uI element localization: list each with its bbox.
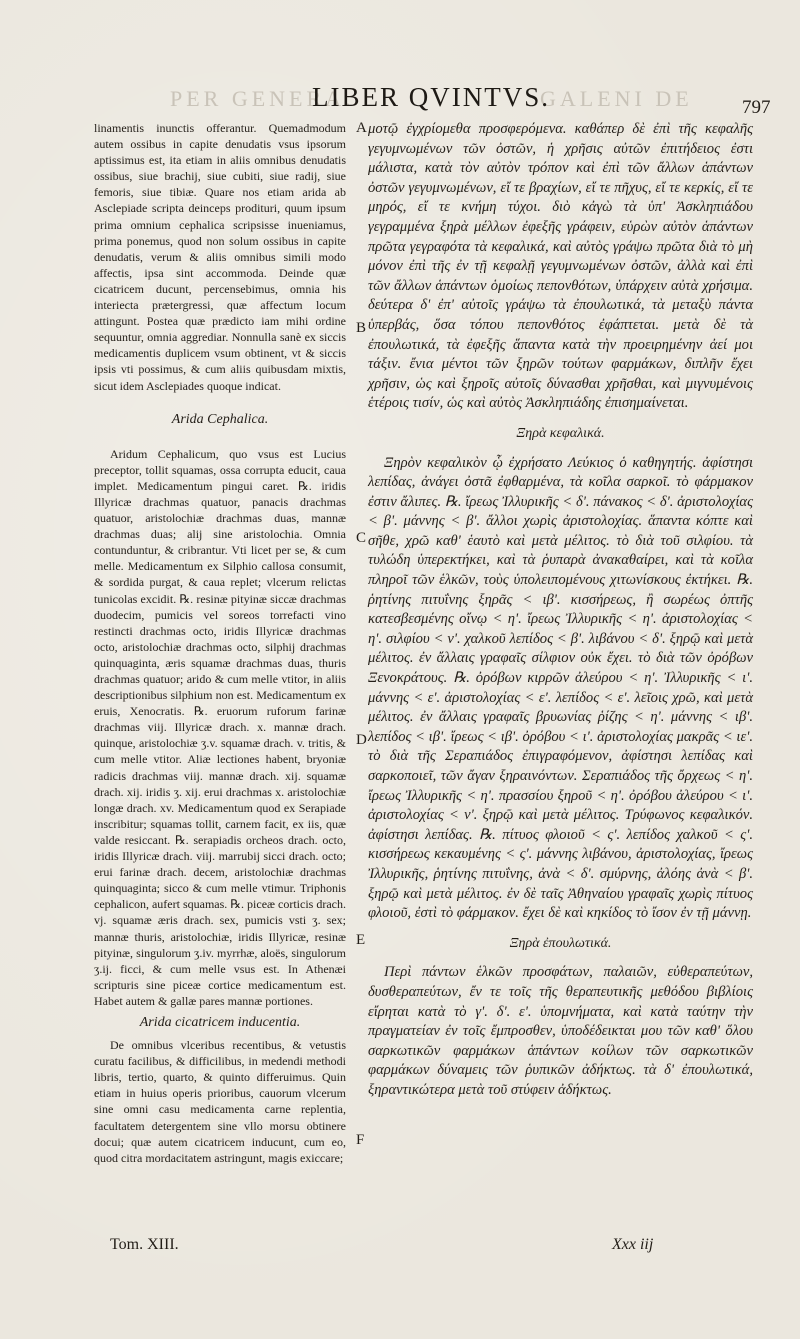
- volume-signature: Tom. XIII.: [110, 1236, 179, 1253]
- margin-letter-c: C: [356, 530, 367, 546]
- latin-paragraph-cicatrices: De omnibus vlceribus recentibus, & vetustis curatu facilibus, & difficilibus, in medendi methodi libris, tertio, quarto, & quinto differuimus. Quin etiam in huius operis prioribus, cauorum vlcerum sine omni casu medicamenta carne replentia, facultatem detergentem sine vllo morsu obtinere docui; quæ autem cicatricem inducunt, cum eo, quod citra mordacitatem astringunt, magis exiccare;: [94, 1038, 346, 1165]
- running-head: LIBER QVINTVS.: [312, 82, 550, 112]
- greek-section-heading: Ξηρὰ κεφαλικά.: [516, 425, 605, 441]
- greek-section-heading: Ξηρὰ ἐπουλωτικά.: [509, 935, 612, 951]
- latin-paragraph-intro: linamentis inunctis offerantur. Quemadmodum autem ossibus in capite denudatis vsus ipsorum aptissimus est, ita etiam in aliis omnibus denudatis ossibus, siue brachij, siue cubiti, siue radij, siue femoris, siue tibiæ. Quare nos etiam arida ab Asclepiade scripta deinceps prodituri, quum ipsum prima omnium cephalica scripsisse inueniamus, prima ponemus, quod non solum ossibus in capite denudatis, verum & aliis omnibus simili modo affectis, ipsa sint accommoda. Deinde quæ cicatricem ducunt, percensebimus, omnia his interiecta prætergressi, quæ affectum locum attingunt. Postea quæ prædicto iam mihi ordine sequuntur, omnia aggrediar. Nonnulla sanè ex siccis medicamentis duplicem vsum obtinent, vt & siccis ipsis vti possimus, & cum aliis quibusdam mixtis, sicut idem Asclepiades quoque indicat.: [94, 121, 346, 393]
- latin-section-heading: Arida cicatricem inducentia.: [139, 1014, 301, 1030]
- latin-column: [94, 120, 346, 1166]
- latin-section-heading: Arida Cephalica.: [171, 411, 269, 427]
- margin-letter-b: B: [356, 320, 367, 336]
- margin-letter-e: E: [356, 932, 366, 948]
- greek-paragraph-epulotica: Περὶ πάντων ἑλκῶν προσφάτων, παλαιῶν, εὐθεραπεύτων, δυσθεραπεύτων, ἔν τε τοῖς τῆς θεραπευτικῆς μεθόδου βιβλίοις εἴρηται κατὰ τὸ γ'. δ'. ε'. ὑπομνήματα, καὶ κατὰ ταύτην τὴν πραγματείαν ἐν τοῖς ἔμπροσθεν, ὑποδέδεικται μου τῶν καθ' ὅλου σαρκωτικῶν φαρμάκων ἁπάντων κοίλων τῶν σαρκωτικῶν φαρμάκων δύναμεις τῶν ῥυπικῶν ἀδήκτως. τὰ δ' ἐπουλωτικά, ξηραντικώτερα μετὰ τοῦ στύφειν ἀδήκτως.: [368, 964, 753, 1098]
- page-number: 797: [742, 97, 771, 118]
- margin-letter-a: A: [356, 120, 367, 136]
- margin-letter-f: F: [356, 1132, 365, 1148]
- gathering-signature: Xxx iij: [612, 1236, 654, 1253]
- bleed-through-left: PER GENERA.: [170, 86, 355, 111]
- greek-paragraph-recipes: Ξηρὸν κεφαλικὸν ᾧ ἐχρήσατο Λεύκιος ὁ καθηγητής. ἀφίστησι λεπίδας, ἀνάγει ὀστᾶ ἐφθαρμένα, τὰ κοῖλα σαρκοῖ. τὸ φάρμακον ἐστιν ἄλιπες. ℞. ἴρεως Ἰλλυρικῆς < δ'. πάνακος < δ'. ἀριστολοχίας < β'. μάννης < β'. ἄλλοι χωρὶς ἀριστολοχίας. ἅπαντα κόπτε καὶ σῆθε, χρῶ καθ' ἑαυτὸ καὶ μετὰ μέλιτος. τὸ διὰ τοῦ σιλφίου. τὰ τυλώδη ὑπερεκτήκει, καὶ τὰ ῥυπαρὰ ἀνακαθαίρει, καὶ τὰ κοῖλα πληροῖ τῶν ἑλκῶν, τοὺς ὑπολειπομένους χιτωνίσκους ἐκτήκει. ℞. ῥητίνης πιτυΐνης ξηρᾶς < ιβ'. κισσήρεως, ἢ σωρέως ὀπτῆς κατεσβεσμένης οἴνῳ < η'. ἴρεως Ἰλλυρικῆς < η'. ἀριστολοχίας < η'. σιλφίου < ν'. χαλκοῦ λεπίδος < β'. λιβάνου < δ'. ξηρῷ καὶ μετὰ μέλιτος. ἐν ἄλλαις γραφαῖς σίλφιον οὐκ ἔχει. τὸ διὰ τῶν ὀρόβων Ξενοκράτους. ℞. ὀρόβων κιρρῶν ἀλεύρου < η'. Ἰλλυρικῆς < ι'. μάννης < ε'. ἀριστολοχίας < ε'. λεπίδος < ε'. λεῖοις χρῶ, καὶ μετὰ μέλιτος. ἐν ἄλλαις γραφαῖς βρυωνίας ῥίζης < η'. μάννης < ιβ'. λεπίδος < ιβ'. ἴρεως < ιβ'. ὀρόβου < ι'. ἀριστολοχίας μακρᾶς < ιε'. τὸ διὰ τῆς Σεραπιάδος ἐπιγραφόμενον, ἀφίστησι λεπίδας καὶ σαρκοποιεῖ, τῶν ἄγαν ξηραινόντων. Σεραπιάδος τῆς ὄρχεως < η'. ἴρεως Ἰλλυρικῆς < η'. πρασσίου ξηροῦ < η'. ὀρόβου ἀλεύρου < ι'. ἀριστολοχίας < ν'. ξηρῷ καὶ μετὰ μέλιτος. Τρύφωνος κεφαλικόν. ἀφίστησι λεπίδας. ℞. πίτυος φλοιοῦ < ς'. λεπίδος χαλκοῦ < ς'. κισσήρεως κεκαυμένης < ς'. μάννης λιβάνου, ἀριστολοχίας, ἴρεως Ἰλλυρικῆς, ῥητίνης πιτυΐνης, ἀνὰ < δ'. σμύρνης, ἀλόης ἀνὰ < β'. ξηρῷ καὶ μετὰ μέλιτος. ἐν δὲ ταῖς Ἀθηναίου γραφαῖς χωρὶς πίτυος φλοιοῦ, ἐστὶ τὸ φάρμακον. ἔχει δὲ καὶ κηκίδος τὸ ἴσον ἐν τῇ μάννῃ.: [368, 454, 753, 922]
- margin-letter-d: D: [356, 732, 367, 748]
- greek-paragraph-intro: μοτῷ ἐγχρίομεθα προσφερόμενα. καθάπερ δὲ ἐπὶ τῆς κεφαλῆς γεγυμνωμένων τῶν ὀστῶν, ἡ χρῆσις αὐτῶν ἐπιτήδειος ἐστι μάλιστα, κατὰ τὸν αὐτὸν τρόπον καὶ ἐπὶ τῶν ἄλλων ἁπάντων ὀστῶν γεγυμνωμένων, εἴ τε βραχίων, εἴ τε πῆχυς, εἴ τε κερκίς, εἴ τε μηρός, εἴ τε κνήμη τύχοι. διὸ κἀγὼ τὰ ὑπ' Ἀσκληπιάδου γεγραμμένα ξηρὰ μέλλων ἐφεξῆς γράφειν, εὑρὼν αὐτὸν ἁπάντων πρῶτα γεγραφότα τὰ κεφαλικά, καὶ αὐτὸς γράψω πρῶτα διὰ τὸ μὴ μόνον ἐπὶ τῆς ἐν τῇ κεφαλῇ γεγυμνωμένων ὀστῶν, ἀλλὰ καὶ ἐπὶ τῶν ἄλλων ἁπάντων ὁμοίως πεπονθότων, ὑπάρχειν αὐτὰ χρήσιμα. δεύτερα δ' ἐπ' αὐτοῖς γράψω τὰ ἐπουλωτικά, τὰ μεταξὺ πάντα ὑπερβάς, ὅσα τόπου πεπονθότος ἐφάπτεται. μετὰ δὲ τὰ ἐπουλωτικά, τὰ ἐφεξῆς ἅπαντα κατὰ τὴν προειρημένην ἀεί μοι τάξιν. ἔνια μέντοι τῶν ξηρῶν τούτων φαρμάκων, διπλῆν ἔχει χρῆσιν, ὡς καὶ ξηροῖς αὐτοῖς δύνασθαι χρῆσθαι, καὶ μιγνυμένοις ἑτέροις τισίν, ὡς καὶ αὐτὸς Ἀσκληπιάδης ἐπισημαίνεται.: [368, 121, 753, 412]
- bleed-through-right: GALENI DE: [540, 86, 693, 111]
- latin-paragraph-recipes: Aridum Cephalicum, quo vsus est Lucius preceptor, tollit squamas, ossa corrupta educit, caua implet. Medicamentum pingui caret. ℞. iridis Illyricæ drachmas quatuor, panacis drachmas quatuor, aristolochiæ drachmas duas, mannæ drachmas duas; alij sine aristolochia. Omnia contunduntur, & cribrantur. Vti licet per se, & cum melle. Medicamentum ex Silphio callosa consumit, & sordida purgat, & caua replet; vlcerum relictas tunicolas excidit. ℞. resinæ pityinæ siccæ drachmas duodecim, pumicis vel soreos torrefacti vino restincti drachmas octo, iridis Illyricæ drachmas octo, aristolochiæ drachmas octo, silphij drachmas quinquaginta, æris squamæ drachmas duas, thuris drachmas quatuor; arido & cum melle vtitor, in aliis descriptionibus silphium non est. Medicamentum ex eruis, Xenocratis. ℞. eruorum ruforum farinæ drachmas viij. Illyricæ drach. x. mannæ drach. quinque, aristolochiæ ʒ.v. squamæ drach. v. tritis, & cum melle vtitor. Aliæ lectiones habent, bryoniæ radicis drachmas viij. mannæ drach. xij. squamæ drach. xij. iridis ʒ. xij. erui drachmas x. aristolochiæ longæ drach. xv. Medicamentum quod ex Serapiade inscribitur; squamas tollit, carnem facit, ex iis, quæ valde resiccant. ℞. serapiadis orcheos drach. octo, iridis Illyricæ drach. viij. marrubij sicci drach. octo; erui farinæ drach. decem, aristolochiæ drachmas quinquaginta; sicco & cum melle vtimur. Triphonis cephalicon, aufert squamas. ℞. piceæ corticis drach. vj. squamæ æris drach. sex, pumicis vsti ʒ. sex; mannæ thuris, aristolochiæ, iridis Illyricæ, resinæ pityinæ, singulorum ʒ.iv. myrrhæ, aloës, singulorum ʒ.ij. ficci, & cum melle vsus est. In Athenæi scripturis sine piceæ cortice medicamentum est. Habet autem & gallæ pares mannæ portiones.: [94, 446, 346, 1008]
- greek-column: [368, 120, 753, 1101]
